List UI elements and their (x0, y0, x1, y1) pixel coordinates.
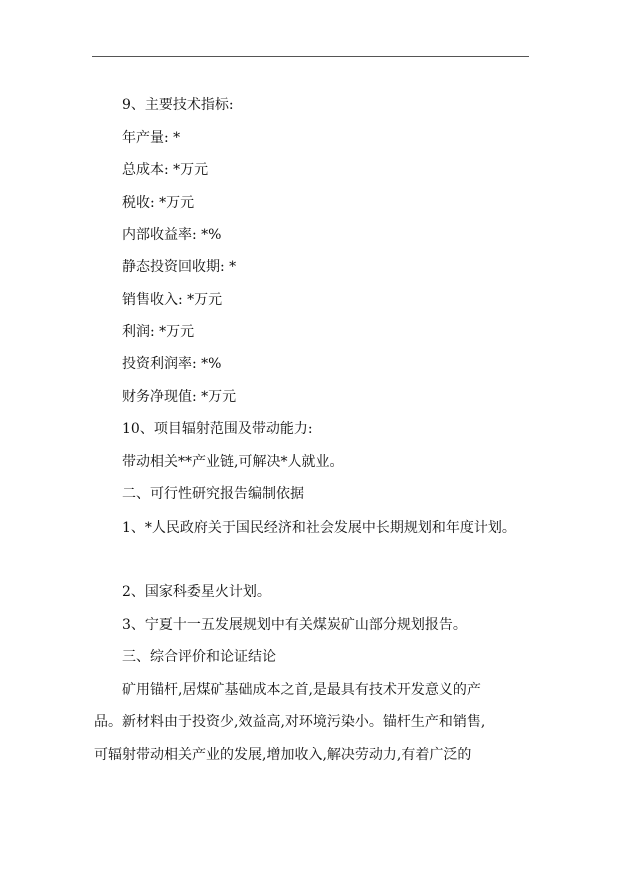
basis-item-3: 3、宁夏十一五发展规划中有关煤炭矿山部分规划报告。 (122, 617, 467, 633)
conclusion-paragraph-line-1: 矿用锚杆,居煤矿基础成本之首,是最具有技术开发意义的产 (122, 682, 481, 698)
employment-line: 带动相关**产业链,可解决*人就业。 (122, 454, 344, 470)
sales-revenue-line: 销售收入: *万元 (122, 292, 223, 308)
tax-line: 税收: *万元 (122, 195, 195, 211)
section-heading-radiation: 10、项目辐射范围及带动能力: (122, 421, 313, 437)
payback-period-line: 静态投资回收期: * (122, 259, 237, 275)
npv-line: 财务净现值: *万元 (122, 389, 237, 405)
section-heading-conclusion: 三、综合评价和论证结论 (122, 649, 276, 665)
annual-output-line: 年产量: * (122, 130, 181, 146)
irr-line: 内部收益率: *% (122, 227, 222, 243)
basis-item-1: 1、*人民政府关于国民经济和社会发展中长期规划和年度计划。 (122, 520, 516, 536)
conclusion-paragraph-line-3: 可辐射带动相关产业的发展,增加收入,解决劳动力,有着广泛的 (94, 747, 472, 763)
roi-line: 投资利润率: *% (122, 356, 222, 372)
total-cost-line: 总成本: *万元 (122, 162, 209, 178)
section-heading-basis: 二、可行性研究报告编制依据 (122, 486, 304, 502)
conclusion-paragraph-line-2: 品。新材料由于投资少,效益高,对环境污染小。锚杆生产和销售, (94, 714, 486, 730)
basis-item-2: 2、国家科委星火计划。 (122, 584, 271, 600)
section-heading-tech-indicators: 9、主要技术指标: (122, 97, 234, 113)
profit-line: 利润: *万元 (122, 324, 195, 340)
header-rule (92, 56, 529, 57)
